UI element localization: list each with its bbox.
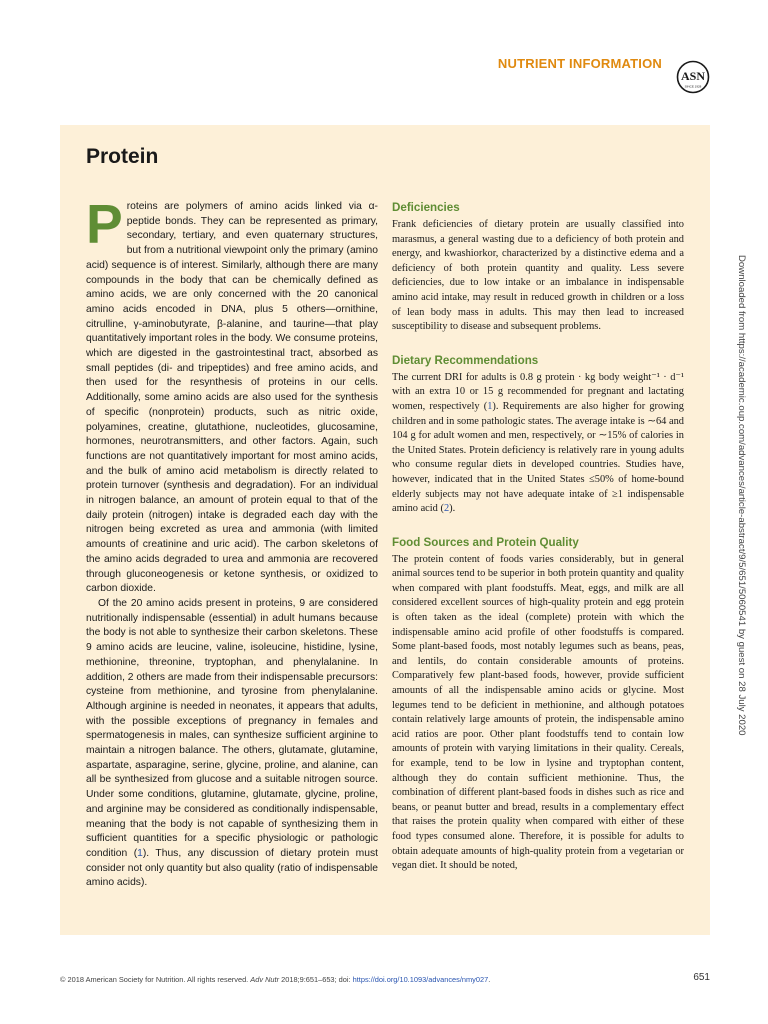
doi-period: . [488, 975, 491, 984]
dietary-section [392, 354, 684, 517]
dietary-text-c: ). [449, 503, 456, 515]
reference-link[interactable]: 1 [487, 400, 493, 412]
reference-link[interactable]: 2 [443, 503, 450, 515]
food-sources-text: The protein content of foods varies considerably, but in general animal sources tend to be superior in both protein quantity and quality when compared with plant foodstuffs. Meat, eggs, and milk are all considered excellent sources of high-quality protein and egg protein is often taken as the ideal (complete) protein with which the indispensable amino acid profile of other foodstuffs is compared. Some plant-based foods, most notably legumes such as beans, peas, and lentils, do contain considerable amounts of proteins. Comparatively few plant-based foods, however, provide sufficient amounts of all the indispensable amino acids or glycine. Most legumes tend to be deficient in methionine, and although potatoes contain relatively large amounts of protein, the indispensable amino acid ratios are poor. Other plant foodstuffs tend to contain low amounts of protein with varying limitations in their quality. Cereals, for example, tend to be low in lysine and tryptophan content, although they do contain sufficient methionine. Thus, the combination of different plant-based foods in dishes such as rice and beans, or peanut butter and bread, results in a complementary effect that raises the protein quality when compared with either of these food types consumed alone. Therefore, it is possible for adults to obtain adequate amounts of high-quality protein from a vegetarian or vegan diet. It should be noted, [392, 553, 684, 872]
food-sources-section [392, 536, 684, 874]
page-number: 651 [693, 972, 710, 983]
dietary-text-b: ). Requirements are also higher for growing children and in some pathologic states. The average intake is ∼64 and 104 g for adult women and men, respectively, or ∼15% of calories in the United States. Protein deficiency is relatively rare in young adults who consume regular diets in developed countries. Studies have, however, indicated that in the United States ≤50% of home-bound elderly subjects may not have adequate intake of ≥1 indispensable amino acid ( [392, 400, 684, 515]
left-column [86, 193, 378, 891]
reference-link[interactable]: 1 [137, 847, 143, 859]
dietary-text [392, 371, 684, 517]
footer-citation [60, 975, 620, 984]
food-sources-heading: Food Sources and Protein Quality [392, 535, 579, 549]
doi-link[interactable]: https://doi.org/10.1093/advances/nmy027 [352, 975, 489, 984]
article-title: Protein [86, 145, 159, 168]
intro-text: roteins are polymers of amino acids linked via α-peptide bonds. They can be represented as primary, secondary, tertiary, and even quaternary structures, but from a nutritional viewpoint only the primary (amino acid) sequence is of interest. Similarly, although there are many compounds in the body that can be chemically defined as amino acids, we are only concerned with the 20 canonical amino acids encoded in DNA, plus 5 others—ornithine, citrulline, γ-aminobutyrate, β-alanine, and taurine—that play quantitatively important roles in the body. We consume proteins, which are digested in the gastrointestinal tract, absorbed as small peptides (di- and tripeptides) and free amino acids, and then used for the resynthesis of proteins in our cells. Additionally, some amino acids are also used for the synthesis of specific (nonprotein) products, such as nitric oxide, polyamines, creatine, glutathione, nucleotides, glucosamine, hormones, neurotransmitters, and other factors. Again, such functions are not quantitatively important for most amino acids, and the bulk of amino acid metabolism is directly related to protein turnover (synthesis and degradation). For an individual in nitrogen balance, an amount of protein equal to that of the daily protein (nitrogen) intake is degraded each day with the nitrogen being excreted as urea and ammonia (with limited amounts of creatinine and uric acid). The carbon skeletons of the amino acids degraded to urea and ammonia are recovered through gluconeogenesis or ketone synthesis, or oxidized to carbon dioxide. [86, 201, 378, 595]
para2-text-a: Of the 20 amino acids present in proteins, 9 are considered nutritionally indispensable (essential) in adult humans because the body is not able to synthesize their carbon skeletons. These 9 amino acids are leucine, valine, isoleucine, histidine, lysine, methionine, threonine, tryptophan, and phenylalanine. In addition, 2 others are made from their indispensable precursors: cysteine from methionine, and tyrosine from phenylalanine. Although arginine is needed in neonates, it appears that adults, with the possible exceptions of pregnancy in females and spermatogenesis in males, can synthesize sufficient arginine to maintain a nitrogen balance. The others, glutamate, glutamine, aspartate, asparagine, serine, glycine, proline, and alanine, can all be synthesized from glucose and a suitable nitrogen source. Under some conditions, glutamine, glutamate, glycine, proline, and arginine may be considered as conditionally indispensable, meaning that the body is not capable of synthesizing them in sufficient quantities for a specific physiologic or pathologic condition ( [86, 597, 378, 859]
dietary-heading: Dietary Recommendations [392, 353, 539, 367]
intro-paragraph [86, 193, 378, 597]
journal-name: Adv Nutr [250, 975, 280, 984]
logo-sub: SINCE 1928 [684, 84, 702, 89]
logo-text: ASN [680, 69, 706, 83]
deficiencies-heading: Deficiencies [392, 201, 460, 214]
copyright-text: © 2018 American Society for Nutrition. All rights reserved. [60, 975, 251, 984]
download-note: Downloaded from https://academic.oup.com/advances/article-abstract/9/5/651/5060541 by guest on 28 July 2020 [736, 255, 747, 736]
amino-acids-paragraph [86, 597, 378, 891]
deficiencies-section [392, 201, 684, 335]
para2-text-b: ). Thus, any discussion of dietary protein must consider not only quantity but also quality (ratio of indispensable amino acids). [86, 847, 378, 889]
right-column [392, 201, 684, 893]
deficiencies-text: Frank deficiencies of dietary protein are usually classified into marasmus, a general wasting due to a deficiency of both protein and energy, and kwashiorkor, characterized by a distinctive edema and a deficiency of both protein quantity and quality. Less severe deficiencies, due to low intake or an imbalance in indispensable amino acid intake, may result in reduced growth in children or a loss of lean body mass in adults. This may then lead to increased susceptibility to disease and subsequent problems. [392, 219, 684, 333]
asn-logo [676, 60, 710, 94]
dietary-text-a: The current DRI for adults is 0.8 g protein · kg body weight⁻¹ · d⁻¹ with an extra 10 or 15 g recommended for pregnant and lactating women, respectively ( [392, 371, 684, 412]
section-label: NUTRIENT INFORMATION [497, 56, 662, 71]
citation-text: 2018;9:651–653; doi: [279, 975, 353, 984]
drop-cap: P [86, 193, 123, 255]
